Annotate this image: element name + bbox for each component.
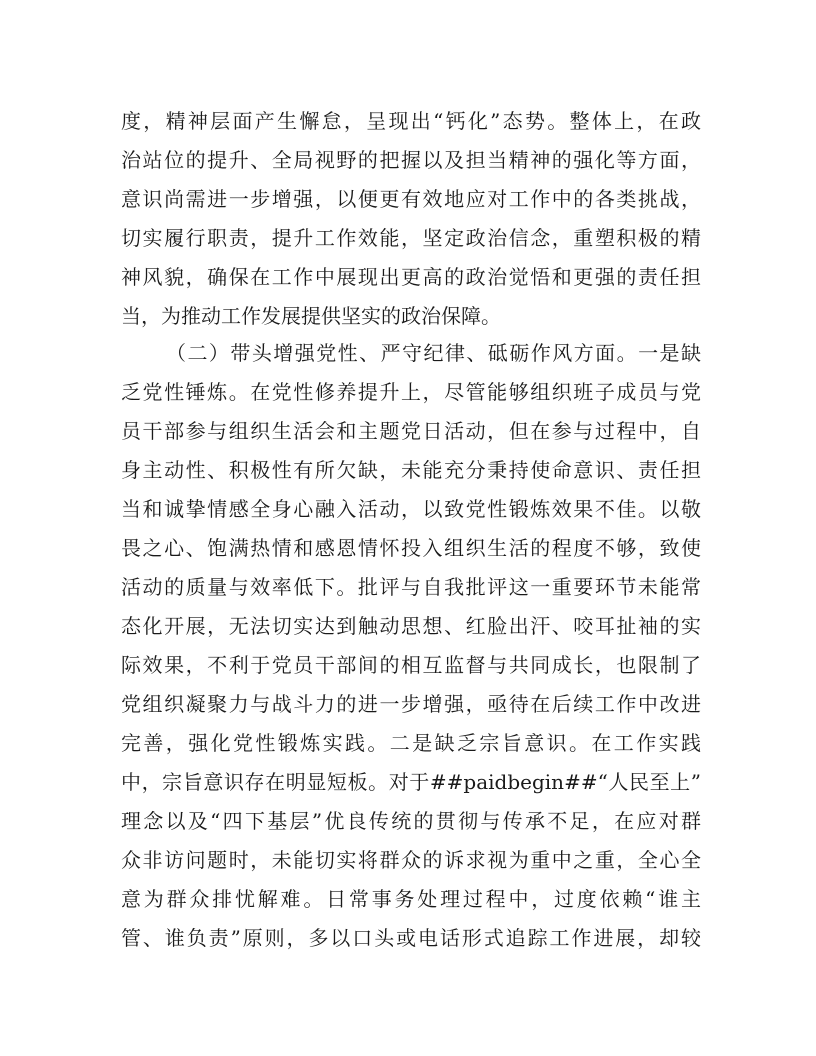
paragraph-line: 乏党性锤炼。在党性修养提升上，尽管能够组织班子成员与党	[121, 380, 701, 404]
paragraph-line: 治站位的提升、全局视野的把握以及担当精神的强化等方面，	[121, 148, 701, 172]
paragraph-line: 神风貌，确保在工作中展现出更高的政治觉悟和更强的责任担	[121, 265, 701, 289]
paragraph-line: 度，精神层面产生懈怠，呈现出“钙化”态势。整体上，在政	[121, 109, 701, 133]
paragraph-line: 理念以及“四下基层”优良传统的贯彻与传承不足，在应对群	[121, 809, 701, 833]
paragraph-line: 员干部参与组织生活会和主题党日活动，但在参与过程中，自	[121, 419, 701, 443]
paragraph-line: 意识尚需进一步增强，以便更有效地应对工作中的各类挑战，	[121, 187, 701, 211]
paragraph-line: 众非访问题时，未能切实将群众的诉求视为重中之重，全心全	[121, 848, 701, 872]
paragraph-line: 党组织凝聚力与战斗力的进一步增强，亟待在后续工作中改进	[121, 692, 701, 716]
paragraph-line: 当和诚挚情感全身心融入活动，以致党性锻炼效果不佳。以敬	[121, 497, 701, 521]
paragraph-line: （二）带头增强党性、严守纪律、砥砺作风方面。一是缺	[166, 341, 701, 365]
paragraph-1	[121, 102, 701, 336]
paragraph-2	[121, 334, 701, 958]
paragraph-line: 当，为推动工作发展提供坚实的政治保障。	[121, 304, 501, 328]
paragraph-line: 管、谁负责”原则，多以口头或电话形式追踪工作进展，却较	[121, 926, 701, 950]
paragraph-line: 切实履行职责，提升工作效能，坚定政治信念，重塑积极的精	[121, 226, 701, 250]
paragraph-line: 活动的质量与效率低下。批评与自我批评这一重要环节未能常	[121, 575, 701, 599]
paragraph-line: 畏之心、饱满热情和感恩情怀投入组织生活的程度不够，致使	[121, 536, 701, 560]
paragraph-line: 身主动性、积极性有所欠缺，未能充分秉持使命意识、责任担	[121, 458, 701, 482]
paragraph-line: 中，宗旨意识存在明显短板。对于##paidbegin##“人民至上”	[121, 770, 701, 794]
paragraph-line: 意为群众排忧解难。日常事务处理过程中，过度依赖“谁主	[121, 887, 701, 911]
paragraph-line: 态化开展，无法切实达到触动思想、红脸出汗、咬耳扯袖的实	[121, 614, 701, 638]
paragraph-line: 际效果，不利于党员干部间的相互监督与共同成长，也限制了	[121, 653, 701, 677]
paragraph-line: 完善，强化党性锻炼实践。二是缺乏宗旨意识。在工作实践	[121, 731, 701, 755]
